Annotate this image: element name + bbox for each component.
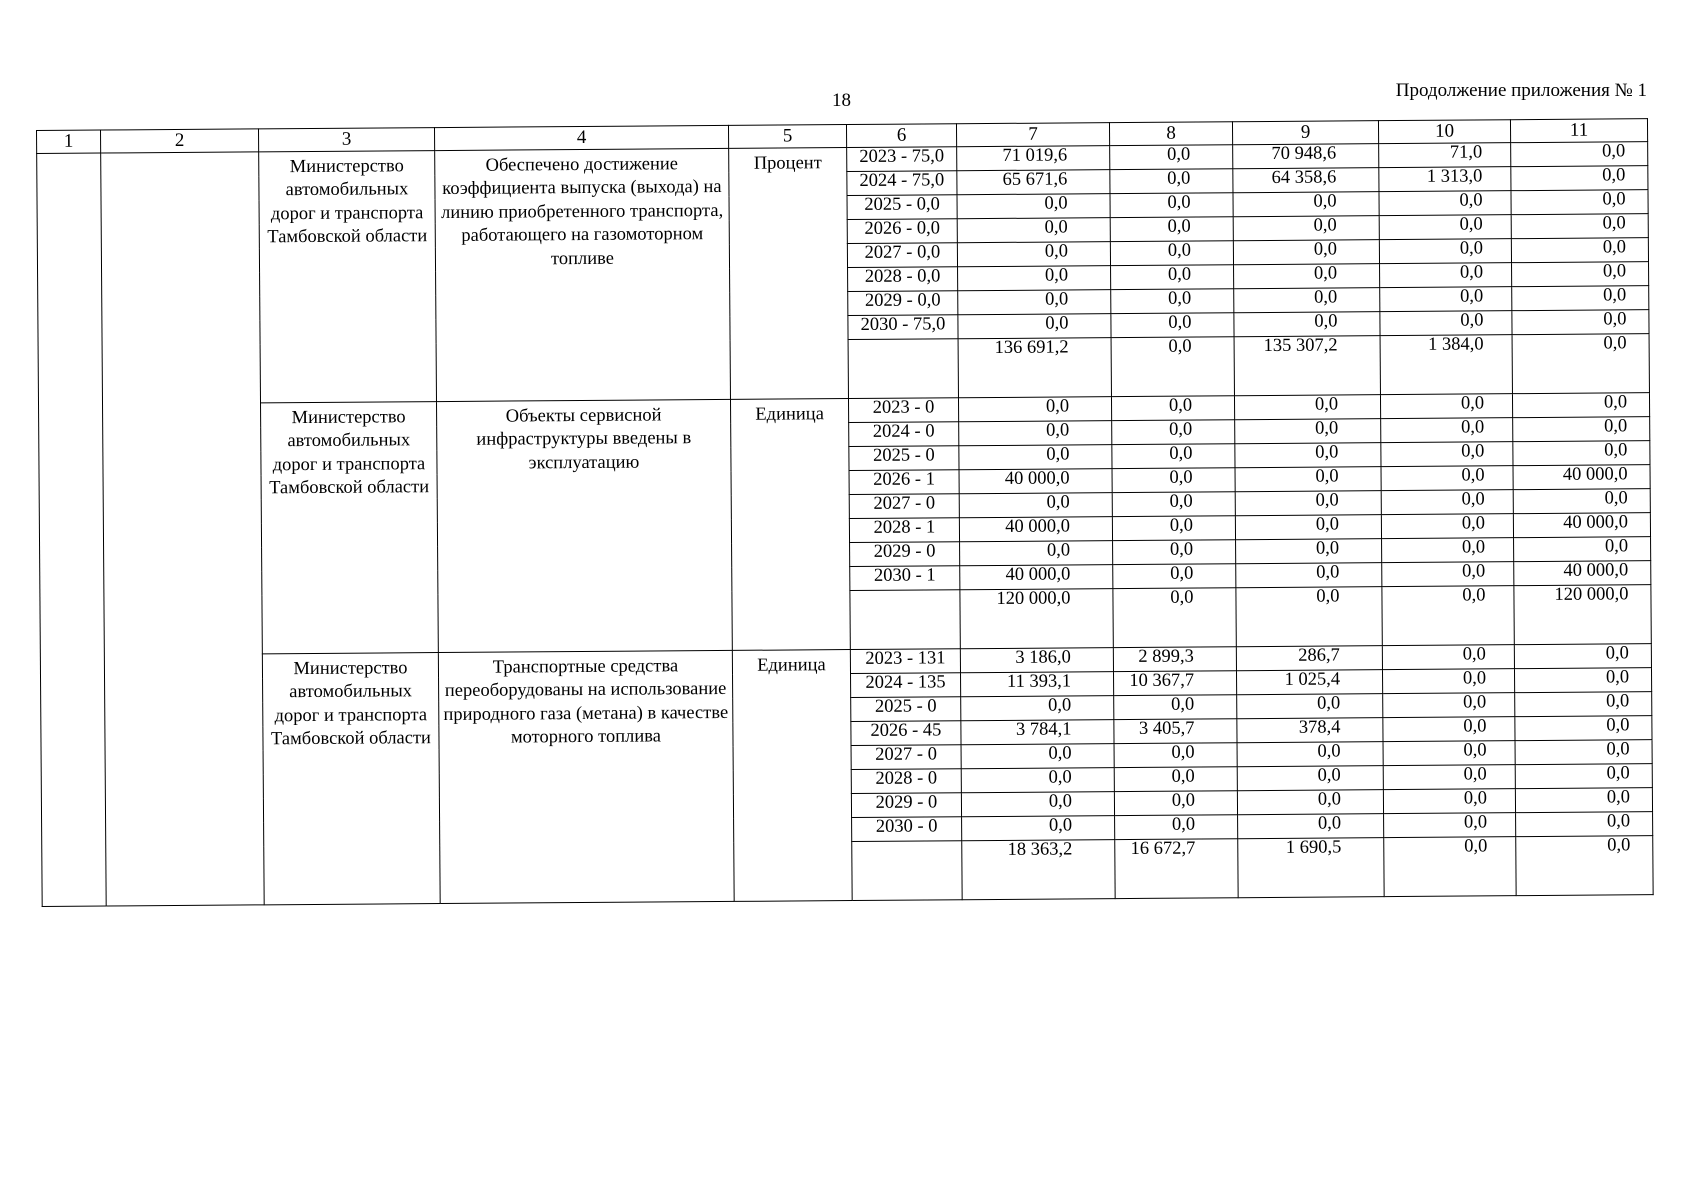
amount-cell: 0,0 <box>1379 191 1511 216</box>
amount-cell: 0,0 <box>1512 310 1649 335</box>
amount-cell: 0,0 <box>1234 264 1380 289</box>
amount-cell: 0,0 <box>1110 169 1233 194</box>
amount-cell: 0,0 <box>959 445 1112 470</box>
year-target-cell: 2026 - 45 <box>851 721 961 746</box>
amount-cell: 0,0 <box>1383 765 1515 790</box>
year-target-cell: 2027 - 0 <box>851 745 961 770</box>
amount-cell: 0,0 <box>1234 312 1380 337</box>
year-target-cell: 2024 - 75,0 <box>847 171 957 196</box>
amount-cell: 0,0 <box>1110 241 1233 266</box>
amount-cell: 286,7 <box>1236 646 1382 671</box>
amount-cell: 0,0 <box>1233 192 1379 217</box>
amount-cell: 0,0 <box>1382 562 1514 587</box>
amount-cell: 40 000,0 <box>959 469 1112 494</box>
amount-cell: 0,0 <box>1380 394 1512 419</box>
amount-cell: 0,0 <box>1511 190 1648 215</box>
year-target-cell: 2030 - 1 <box>850 566 960 591</box>
amount-cell: 0,0 <box>1233 240 1379 265</box>
amount-cell: 0,0 <box>1380 311 1512 336</box>
amount-cell: 0,0 <box>1233 216 1379 241</box>
amount-cell: 0,0 <box>1514 668 1651 693</box>
amount-cell: 0,0 <box>960 541 1113 566</box>
column-header: 1 <box>37 130 101 153</box>
amount-cell: 0,0 <box>1112 420 1235 445</box>
column-header: 11 <box>1510 119 1647 143</box>
year-target-cell: 2029 - 0,0 <box>848 291 958 316</box>
indicator-cell: Транспортные средства переоборудованы на использование природного газа (метана) в качестве моторного топлива <box>438 650 734 903</box>
amount-cell: 0,0 <box>1380 263 1512 288</box>
agency-cell: Министерство автомобильных дорог и транспорта Тамбовской области <box>259 151 437 403</box>
amount-cell: 378,4 <box>1237 718 1383 743</box>
amount-cell: 0,0 <box>957 218 1110 243</box>
amount-cell: 0,0 <box>959 421 1112 446</box>
indicator-cell: Объекты сервисной инфраструктуры введены в эксплуатацию <box>437 399 733 652</box>
amount-cell: 0,0 <box>1114 695 1237 720</box>
amount-cell: 0,0 <box>1512 393 1649 418</box>
total-label-cell <box>852 841 962 901</box>
amount-cell: 0,0 <box>1515 788 1652 813</box>
amount-cell: 64 358,6 <box>1233 168 1379 193</box>
unit-cell: Процент <box>729 148 849 400</box>
year-target-cell: 2024 - 0 <box>849 422 959 447</box>
amount-cell: 40 000,0 <box>1513 465 1650 490</box>
table-body <box>37 119 1654 907</box>
appendix-header: Продолжение приложения № 1 <box>1395 80 1647 101</box>
year-target-cell: 2024 - 135 <box>851 673 961 698</box>
year-target-cell: 2025 - 0,0 <box>847 195 957 220</box>
agency-cell: Министерство автомобильных дорог и транспорта Тамбовской области <box>262 653 440 905</box>
amount-cell: 0,0 <box>1236 587 1382 647</box>
amount-cell: 0,0 <box>1237 766 1383 791</box>
amount-cell: 0,0 <box>1512 262 1649 287</box>
amount-cell: 0,0 <box>1383 717 1515 742</box>
amount-cell: 0,0 <box>1112 444 1235 469</box>
amount-cell: 2 899,3 <box>1113 647 1236 672</box>
amount-cell: 0,0 <box>1515 692 1652 717</box>
amount-cell: 0,0 <box>958 314 1111 339</box>
amount-cell: 0,0 <box>1114 743 1237 768</box>
indicator-cell: Обеспечено достижение коэффициента выпуска (выхода) на линию приобретенного транспорта, работающего на газомоторном топливе <box>435 148 731 401</box>
amount-cell: 70 948,6 <box>1233 144 1379 169</box>
amount-cell: 0,0 <box>1111 265 1234 290</box>
amount-cell: 0,0 <box>1236 563 1382 588</box>
amount-cell: 120 000,0 <box>1514 585 1651 645</box>
amount-cell: 0,0 <box>1511 214 1648 239</box>
amount-cell: 0,0 <box>1114 767 1237 792</box>
agency-cell: Министерство автомобильных дорог и транспорта Тамбовской области <box>261 402 439 654</box>
amount-cell: 1 313,0 <box>1379 167 1511 192</box>
amount-cell: 0,0 <box>1515 740 1652 765</box>
amount-cell: 71 019,6 <box>957 146 1110 171</box>
amount-cell: 0,0 <box>1238 814 1384 839</box>
year-target-cell: 2025 - 0 <box>851 697 961 722</box>
amount-cell: 3 784,1 <box>961 720 1114 745</box>
amount-cell: 0,0 <box>1382 586 1514 646</box>
column-header: 2 <box>101 129 259 153</box>
amount-cell: 0,0 <box>1515 716 1652 741</box>
amount-cell: 0,0 <box>1113 588 1236 648</box>
amount-cell: 0,0 <box>1381 490 1513 515</box>
amount-cell: 0,0 <box>1381 466 1513 491</box>
amount-cell: 0,0 <box>1512 334 1649 394</box>
column-header: 4 <box>434 125 728 150</box>
year-target-cell: 2026 - 0,0 <box>847 219 957 244</box>
budget-table <box>36 118 1654 907</box>
amount-cell: 0,0 <box>1381 442 1513 467</box>
year-target-cell: 2030 - 75,0 <box>848 315 958 340</box>
amount-cell: 0,0 <box>958 290 1111 315</box>
amount-cell: 0,0 <box>957 242 1110 267</box>
amount-cell: 0,0 <box>1234 288 1380 313</box>
amount-cell: 3 405,7 <box>1114 719 1237 744</box>
amount-cell: 10 367,7 <box>1113 671 1236 696</box>
amount-cell: 120 000,0 <box>960 589 1113 649</box>
amount-cell: 0,0 <box>1112 492 1235 517</box>
amount-cell: 0,0 <box>958 266 1111 291</box>
amount-cell: 0,0 <box>1235 515 1381 540</box>
amount-cell: 40 000,0 <box>959 517 1112 542</box>
amount-cell: 0,0 <box>961 696 1114 721</box>
year-target-cell: 2028 - 0,0 <box>848 267 958 292</box>
amount-cell: 0,0 <box>958 397 1111 422</box>
amount-cell: 40 000,0 <box>1513 513 1650 538</box>
amount-cell: 0,0 <box>1382 669 1514 694</box>
amount-cell: 0,0 <box>1511 238 1648 263</box>
amount-cell: 0,0 <box>1235 491 1381 516</box>
amount-cell: 0,0 <box>1237 694 1383 719</box>
amount-cell: 0,0 <box>1111 396 1234 421</box>
amount-cell: 0,0 <box>1235 467 1381 492</box>
year-target-cell: 2030 - 0 <box>852 817 962 842</box>
column-header: 7 <box>956 123 1109 147</box>
column-header: 10 <box>1378 120 1510 144</box>
amount-cell: 0,0 <box>1110 193 1233 218</box>
amount-cell: 0,0 <box>959 493 1112 518</box>
total-label-cell <box>848 339 958 399</box>
amount-cell: 0,0 <box>1379 239 1511 264</box>
amount-cell: 0,0 <box>1383 741 1515 766</box>
amount-cell: 135 307,2 <box>1234 336 1380 396</box>
amount-cell: 0,0 <box>1115 815 1238 840</box>
year-target-cell: 2028 - 1 <box>849 518 959 543</box>
year-target-cell: 2028 - 0 <box>851 769 961 794</box>
amount-cell: 0,0 <box>961 768 1114 793</box>
page-number: 18 <box>832 90 851 111</box>
year-target-cell: 2029 - 0 <box>851 793 961 818</box>
amount-cell: 0,0 <box>1379 215 1511 240</box>
year-target-cell: 2027 - 0,0 <box>847 243 957 268</box>
amount-cell: 0,0 <box>1516 812 1653 837</box>
amount-cell: 71,0 <box>1379 143 1511 168</box>
amount-cell: 0,0 <box>1511 142 1648 167</box>
unit-cell: Единица <box>732 650 852 902</box>
amount-cell: 0,0 <box>961 792 1114 817</box>
amount-cell: 0,0 <box>1514 644 1651 669</box>
amount-cell: 0,0 <box>1111 337 1234 397</box>
amount-cell: 0,0 <box>957 194 1110 219</box>
amount-cell: 0,0 <box>1382 538 1514 563</box>
amount-cell: 0,0 <box>1113 540 1236 565</box>
amount-cell: 1 025,4 <box>1236 670 1382 695</box>
budget-table-wrapper <box>36 118 1653 907</box>
amount-cell: 0,0 <box>1384 813 1516 838</box>
amount-cell: 0,0 <box>1112 468 1235 493</box>
amount-cell: 0,0 <box>1384 837 1516 897</box>
amount-cell: 0,0 <box>1237 790 1383 815</box>
year-target-cell: 2029 - 0 <box>850 542 960 567</box>
amount-cell: 0,0 <box>1512 286 1649 311</box>
amount-cell: 0,0 <box>1383 693 1515 718</box>
amount-cell: 18 363,2 <box>962 840 1115 900</box>
amount-cell: 0,0 <box>1236 539 1382 564</box>
amount-cell: 0,0 <box>1514 537 1651 562</box>
unit-cell: Единица <box>730 399 850 651</box>
amount-cell: 1 690,5 <box>1238 838 1384 898</box>
amount-cell: 0,0 <box>1110 217 1233 242</box>
column-1-cell <box>37 153 107 906</box>
amount-cell: 0,0 <box>1235 443 1381 468</box>
amount-cell: 0,0 <box>961 744 1114 769</box>
column-header: 3 <box>258 128 434 152</box>
amount-cell: 0,0 <box>1234 395 1380 420</box>
amount-cell: 3 186,0 <box>960 648 1113 673</box>
amount-cell: 0,0 <box>1382 645 1514 670</box>
amount-cell: 0,0 <box>1235 419 1381 444</box>
amount-cell: 16 672,7 <box>1115 839 1238 899</box>
amount-cell: 0,0 <box>1237 742 1383 767</box>
amount-cell: 11 393,1 <box>961 672 1114 697</box>
amount-cell: 0,0 <box>1113 564 1236 589</box>
amount-cell: 0,0 <box>1381 514 1513 539</box>
amount-cell: 0,0 <box>1513 441 1650 466</box>
amount-cell: 0,0 <box>1513 417 1650 442</box>
column-header: 8 <box>1109 122 1232 146</box>
year-target-cell: 2023 - 131 <box>850 649 960 674</box>
amount-cell: 0,0 <box>1511 166 1648 191</box>
amount-cell: 0,0 <box>1383 789 1515 814</box>
amount-cell: 65 671,6 <box>957 170 1110 195</box>
amount-cell: 0,0 <box>1110 145 1233 170</box>
column-2-cell <box>101 152 265 906</box>
amount-cell: 0,0 <box>1114 791 1237 816</box>
amount-cell: 0,0 <box>1516 836 1653 896</box>
column-header: 9 <box>1232 121 1378 145</box>
amount-cell: 0,0 <box>1380 287 1512 312</box>
year-target-cell: 2023 - 0 <box>848 398 958 423</box>
amount-cell: 0,0 <box>1513 489 1650 514</box>
year-target-cell: 2026 - 1 <box>849 470 959 495</box>
amount-cell: 40 000,0 <box>1514 561 1651 586</box>
amount-cell: 40 000,0 <box>960 565 1113 590</box>
amount-cell: 0,0 <box>1111 289 1234 314</box>
year-target-cell: 2025 - 0 <box>849 446 959 471</box>
amount-cell: 136 691,2 <box>958 338 1111 398</box>
amount-cell: 1 384,0 <box>1380 335 1512 395</box>
column-header: 6 <box>846 124 956 148</box>
amount-cell: 0,0 <box>1515 764 1652 789</box>
year-target-cell: 2023 - 75,0 <box>847 147 957 172</box>
amount-cell: 0,0 <box>1381 418 1513 443</box>
year-target-cell: 2027 - 0 <box>849 494 959 519</box>
total-label-cell <box>850 590 960 650</box>
column-header: 5 <box>728 125 846 149</box>
amount-cell: 0,0 <box>1111 313 1234 338</box>
amount-cell: 0,0 <box>1112 516 1235 541</box>
amount-cell: 0,0 <box>962 816 1115 841</box>
